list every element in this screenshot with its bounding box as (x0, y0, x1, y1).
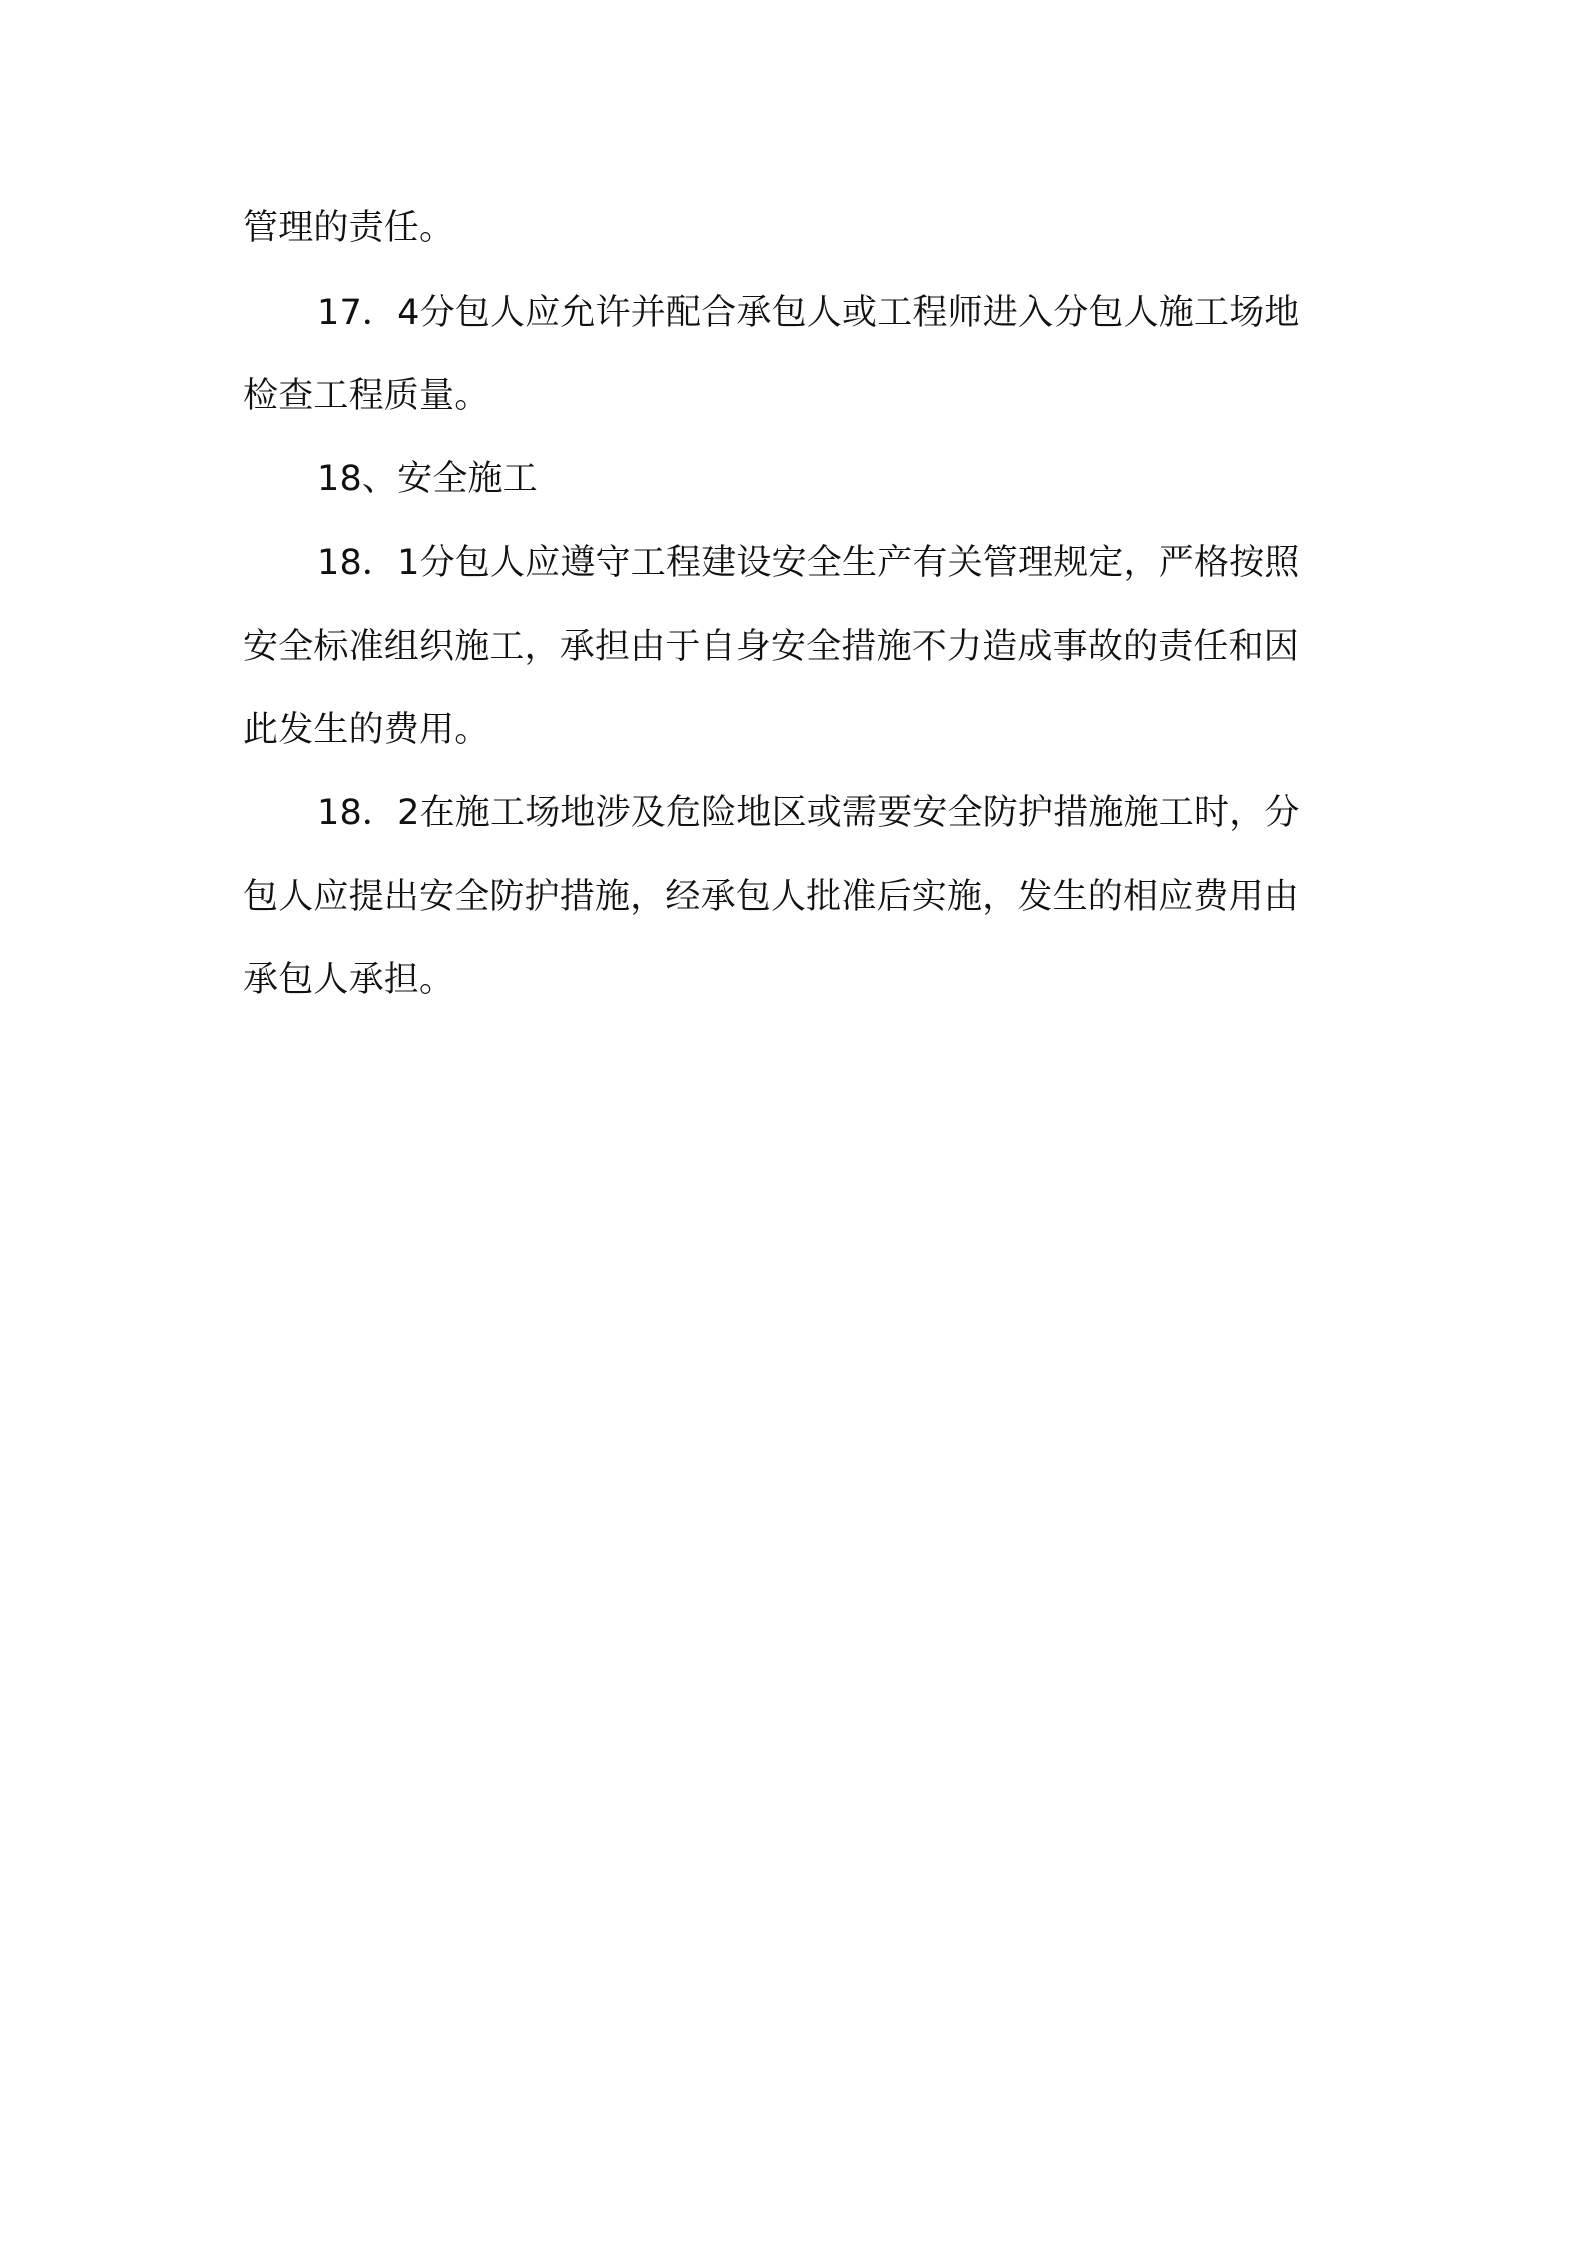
text-line: 管理的责任。 (243, 208, 455, 248)
clause-17-4-line-2: 检查工程质量。 (243, 376, 490, 416)
clause-18-2-line-2: 包人应提出安全防护措施，经承包人批准后实施，发生的相应费用由 (243, 877, 1300, 917)
clause-18-1-line-2: 安全标准组织施工，承担由于自身安全措施不力造成事故的责任和因 (243, 627, 1300, 667)
clause-18-2-line-3: 承包人承担。 (243, 960, 455, 1000)
clause-18-1-line-1: 18．1分包人应遵守工程建设安全生产有关管理规定，严格按照 (317, 543, 1300, 583)
section-18-heading: 18、安全施工 (317, 459, 538, 499)
clause-18-2-line-1: 18．2在施工场地涉及危险地区或需要安全防护措施施工时，分 (317, 793, 1300, 833)
clause-17-4-line-1: 17．4分包人应允许并配合承包人或工程师进入分包人施工场地 (317, 293, 1300, 333)
clause-18-1-line-3: 此发生的费用。 (243, 710, 490, 750)
